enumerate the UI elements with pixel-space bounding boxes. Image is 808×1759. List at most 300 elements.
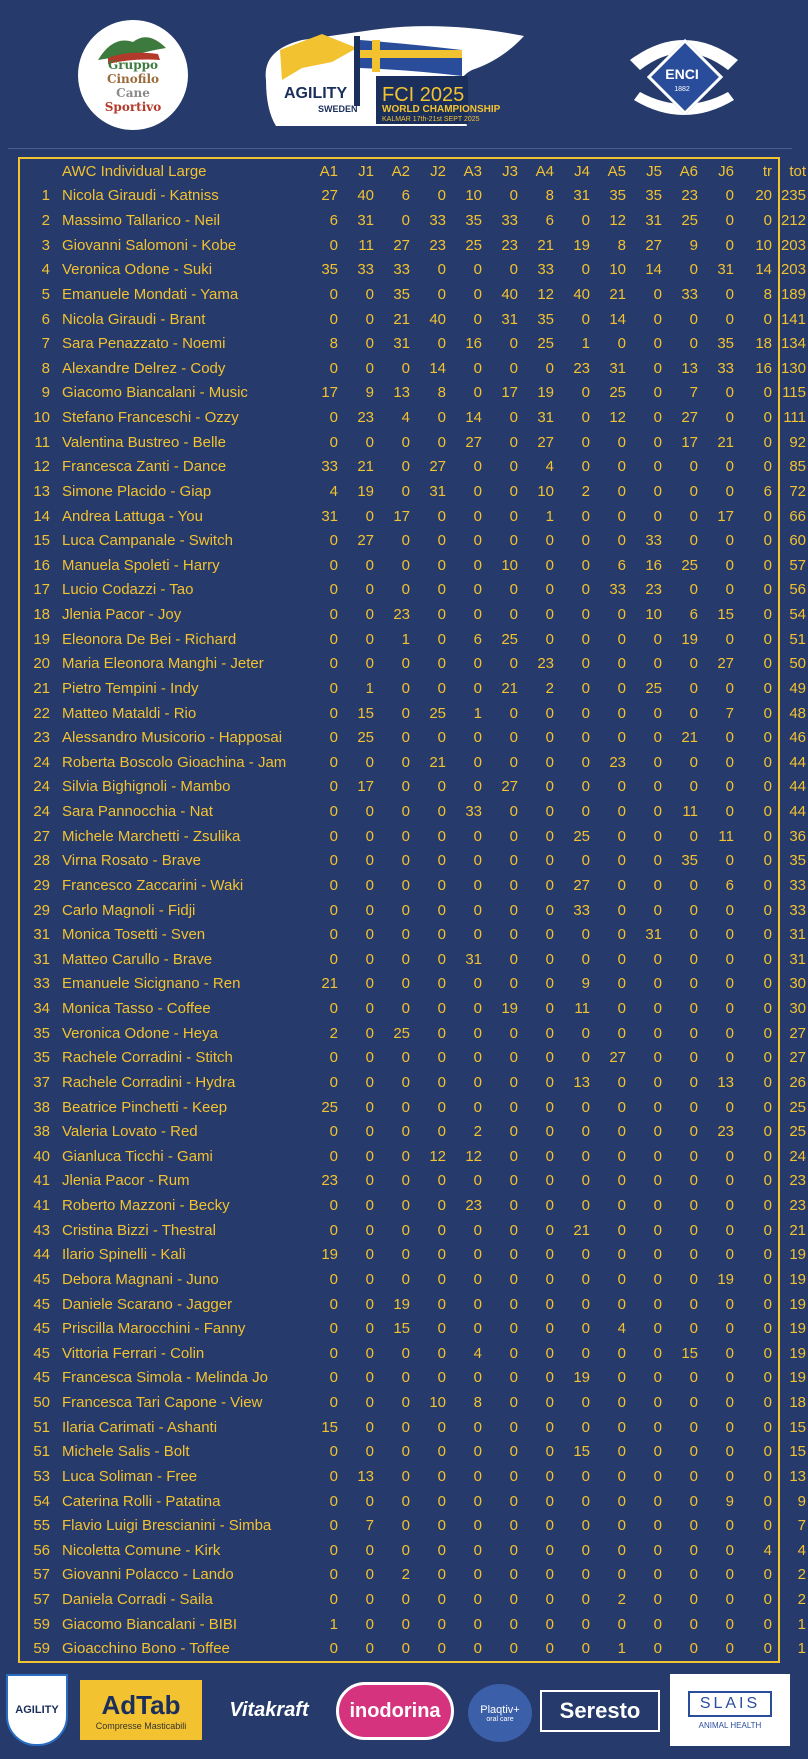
score-cell: 0: [617, 1000, 626, 1018]
score-cell: 0: [473, 1295, 482, 1313]
adtab-logo: [80, 1680, 202, 1740]
score-cell: 0: [545, 1024, 554, 1042]
table-row: [20, 1021, 808, 1046]
score-cell: 0: [545, 753, 554, 771]
score-cell: 0: [473, 1467, 482, 1485]
score-cell: 0: [617, 778, 626, 796]
score-cell: 0: [763, 384, 772, 402]
score-cell: 25: [465, 236, 482, 254]
score-cell: 0: [437, 1369, 446, 1387]
score-cell: 0: [401, 458, 410, 476]
score-cell: 21: [609, 285, 626, 303]
total-cell: 1: [797, 1640, 806, 1658]
score-cell: 0: [653, 1492, 662, 1510]
score-cell: 0: [725, 1295, 734, 1313]
score-cell: 0: [329, 433, 338, 451]
score-cell: 1: [581, 335, 590, 353]
table-row: [20, 430, 808, 455]
table-row: [20, 208, 808, 233]
score-cell: 0: [763, 1344, 772, 1362]
score-cell: 19: [501, 1000, 518, 1018]
score-cell: 0: [473, 1517, 482, 1535]
score-cell: 0: [689, 1467, 698, 1485]
score-cell: 0: [617, 1541, 626, 1559]
score-cell: 0: [653, 753, 662, 771]
total-cell: 15: [789, 1418, 806, 1436]
score-cell: 0: [329, 1270, 338, 1288]
score-cell: 4: [401, 409, 410, 427]
score-cell: 31: [501, 310, 518, 328]
score-cell: 0: [437, 778, 446, 796]
score-cell: 0: [617, 1566, 626, 1584]
score-cell: 0: [473, 285, 482, 303]
score-cell: 27: [537, 433, 554, 451]
table-row: [20, 1366, 808, 1391]
score-cell: 0: [617, 729, 626, 747]
score-cell: 0: [545, 1615, 554, 1633]
score-cell: 0: [437, 1443, 446, 1461]
score-cell: 10: [537, 482, 554, 500]
score-cell: 0: [437, 409, 446, 427]
score-cell: 0: [725, 310, 734, 328]
score-cell: 33: [501, 212, 518, 230]
score-cell: 23: [717, 1123, 734, 1141]
score-cell: 15: [321, 1418, 338, 1436]
handler-dog-cell: Emanuele Mondati - Yama: [62, 285, 239, 303]
handler-dog-cell: Michele Salis - Bolt: [62, 1443, 190, 1461]
score-cell: 0: [473, 458, 482, 476]
score-cell: 0: [437, 1418, 446, 1436]
score-cell: 0: [365, 975, 374, 993]
score-cell: 0: [545, 1591, 554, 1609]
score-cell: 0: [437, 630, 446, 648]
table-row: [20, 233, 808, 258]
handler-dog-cell: Virna Rosato - Brave: [62, 852, 201, 870]
score-cell: 0: [689, 1073, 698, 1091]
score-cell: 0: [545, 359, 554, 377]
handler-dog-cell: Nicola Giraudi - Brant: [62, 310, 206, 328]
score-cell: 0: [617, 507, 626, 525]
table-row: [20, 1489, 808, 1514]
score-cell: 0: [329, 1073, 338, 1091]
handler-dog-cell: Lucio Codazzi - Tao: [62, 581, 194, 599]
rank-cell: 11: [34, 433, 50, 451]
score-cell: 0: [617, 1197, 626, 1215]
total-cell: 30: [789, 1000, 806, 1018]
total-cell: 27: [789, 1049, 806, 1067]
score-cell: 0: [763, 803, 772, 821]
score-cell: 0: [617, 1172, 626, 1190]
gruppo-cinofilo-logo: [78, 20, 188, 130]
score-cell: 0: [509, 1467, 518, 1485]
score-cell: 0: [509, 1344, 518, 1362]
score-cell: 0: [401, 753, 410, 771]
table-row: [20, 504, 808, 529]
col-header: J4: [574, 162, 590, 180]
score-cell: 17: [357, 778, 374, 796]
total-cell: 203: [780, 236, 806, 254]
score-cell: 0: [617, 1024, 626, 1042]
score-cell: 12: [465, 1147, 482, 1165]
score-cell: 0: [653, 1344, 662, 1362]
score-cell: 0: [689, 482, 698, 500]
score-cell: 31: [429, 482, 446, 500]
score-cell: 0: [473, 1024, 482, 1042]
score-cell: 0: [509, 1246, 518, 1264]
score-cell: 0: [545, 1295, 554, 1313]
handler-dog-cell: Matteo Mataldi - Rio: [62, 704, 197, 722]
total-cell: 23: [789, 1172, 806, 1190]
score-cell: 19: [681, 630, 698, 648]
table-row: [20, 1341, 808, 1366]
handler-dog-cell: Maria Eleonora Manghi - Jeter: [62, 655, 264, 673]
rank-cell: 56: [33, 1541, 50, 1559]
score-cell: 0: [689, 1172, 698, 1190]
score-cell: 0: [473, 310, 482, 328]
score-cell: 0: [581, 433, 590, 451]
score-cell: 0: [365, 1172, 374, 1190]
score-cell: 0: [329, 1344, 338, 1362]
score-cell: 0: [653, 458, 662, 476]
score-cell: 0: [763, 1467, 772, 1485]
score-cell: 19: [357, 482, 374, 500]
score-cell: 0: [581, 581, 590, 599]
table-row: [20, 849, 808, 874]
score-cell: 0: [653, 778, 662, 796]
score-cell: 0: [509, 1049, 518, 1067]
score-cell: 0: [509, 1591, 518, 1609]
score-cell: 0: [473, 852, 482, 870]
rank-cell: 35: [33, 1049, 50, 1067]
score-cell: 0: [689, 655, 698, 673]
score-cell: 0: [437, 655, 446, 673]
score-cell: 0: [365, 335, 374, 353]
score-cell: 0: [365, 1000, 374, 1018]
score-cell: 0: [509, 704, 518, 722]
rank-cell: 31: [33, 926, 50, 944]
score-cell: 0: [545, 950, 554, 968]
score-cell: 0: [617, 606, 626, 624]
score-cell: 0: [401, 827, 410, 845]
score-cell: 0: [365, 1270, 374, 1288]
score-cell: 0: [617, 1295, 626, 1313]
score-cell: 25: [537, 335, 554, 353]
score-cell: 0: [763, 1517, 772, 1535]
score-cell: 14: [645, 261, 662, 279]
score-cell: 9: [581, 975, 590, 993]
score-cell: 0: [725, 950, 734, 968]
score-cell: 0: [545, 1073, 554, 1091]
score-cell: 13: [573, 1073, 590, 1091]
score-cell: 0: [725, 1221, 734, 1239]
score-cell: 27: [681, 409, 698, 427]
score-cell: 0: [437, 1517, 446, 1535]
score-cell: 0: [365, 1640, 374, 1658]
score-cell: 0: [329, 803, 338, 821]
score-cell: 0: [763, 1024, 772, 1042]
score-cell: 0: [689, 1098, 698, 1116]
score-cell: 0: [365, 1591, 374, 1609]
total-cell: 25: [789, 1098, 806, 1116]
score-cell: 0: [401, 1541, 410, 1559]
logo-line-2: Cinofilo: [106, 72, 160, 86]
score-cell: 0: [725, 1517, 734, 1535]
score-cell: 0: [401, 926, 410, 944]
score-cell: 0: [401, 1640, 410, 1658]
score-cell: 35: [393, 285, 410, 303]
score-cell: 0: [437, 1320, 446, 1338]
table-row: [20, 1415, 808, 1440]
rank-cell: 59: [33, 1640, 50, 1658]
score-cell: 0: [401, 1270, 410, 1288]
score-cell: 0: [365, 1566, 374, 1584]
score-cell: 16: [755, 359, 772, 377]
score-cell: 0: [401, 1344, 410, 1362]
score-cell: 21: [501, 679, 518, 697]
rank-cell: 14: [33, 507, 50, 525]
score-cell: 0: [437, 1123, 446, 1141]
score-cell: 0: [763, 778, 772, 796]
score-cell: 0: [689, 1000, 698, 1018]
score-cell: 0: [725, 1246, 734, 1264]
col-header: A1: [319, 162, 338, 180]
table-row: [20, 553, 808, 578]
score-cell: 0: [401, 359, 410, 377]
rank-cell: 33: [33, 975, 50, 993]
score-cell: 0: [689, 704, 698, 722]
score-cell: 0: [365, 1098, 374, 1116]
score-cell: 0: [725, 778, 734, 796]
total-cell: 19: [789, 1246, 806, 1264]
score-cell: 0: [617, 335, 626, 353]
score-cell: 0: [365, 556, 374, 574]
score-cell: 0: [473, 1492, 482, 1510]
rank-cell: 18: [33, 606, 50, 624]
score-cell: 33: [609, 581, 626, 599]
score-cell: 0: [725, 581, 734, 599]
score-cell: 0: [581, 1566, 590, 1584]
table-row: [20, 381, 808, 406]
score-cell: 0: [581, 655, 590, 673]
score-cell: 0: [509, 1369, 518, 1387]
score-cell: 0: [689, 1295, 698, 1313]
score-cell: 33: [537, 261, 554, 279]
score-cell: 0: [329, 1147, 338, 1165]
table-header-row: [20, 159, 808, 184]
score-cell: 0: [725, 901, 734, 919]
score-cell: 17: [717, 507, 734, 525]
score-cell: 0: [401, 1394, 410, 1412]
rank-cell: 31: [33, 950, 50, 968]
score-cell: 14: [465, 409, 482, 427]
col-header: A6: [679, 162, 698, 180]
score-cell: 27: [465, 433, 482, 451]
rank-cell: 51: [33, 1418, 50, 1436]
score-cell: 0: [581, 1024, 590, 1042]
score-cell: 0: [725, 1394, 734, 1412]
rank-cell: 13: [33, 482, 50, 500]
event-dates-text: KALMAR 17th-21st SEPT 2025: [382, 116, 480, 123]
score-cell: 0: [763, 1492, 772, 1510]
score-cell: 6: [763, 482, 772, 500]
score-cell: 0: [473, 1049, 482, 1067]
score-cell: 0: [545, 1344, 554, 1362]
score-cell: 0: [725, 1024, 734, 1042]
score-cell: 0: [509, 1295, 518, 1313]
score-cell: 0: [581, 458, 590, 476]
total-cell: 23: [789, 1197, 806, 1215]
score-cell: 10: [645, 606, 662, 624]
handler-dog-cell: Monica Tosetti - Sven: [62, 926, 206, 944]
table-row: [20, 455, 808, 480]
score-cell: 19: [321, 1246, 338, 1264]
rank-cell: 27: [33, 827, 50, 845]
handler-dog-cell: Andrea Lattuga - You: [62, 507, 203, 525]
rank-cell: 45: [33, 1344, 50, 1362]
score-cell: 0: [581, 1517, 590, 1535]
score-cell: 0: [365, 1615, 374, 1633]
table-row: [20, 1563, 808, 1588]
score-cell: 0: [437, 852, 446, 870]
score-cell: 0: [473, 1369, 482, 1387]
score-cell: 0: [329, 753, 338, 771]
total-cell: 48: [789, 704, 806, 722]
score-cell: 0: [329, 1591, 338, 1609]
score-cell: 0: [725, 1467, 734, 1485]
score-cell: 0: [437, 975, 446, 993]
score-cell: 0: [509, 975, 518, 993]
slais-subtext: ANIMAL HEALTH: [698, 1720, 762, 1730]
handler-dog-cell: Michele Marchetti - Zsulika: [62, 827, 241, 845]
score-cell: 0: [437, 729, 446, 747]
score-cell: 0: [581, 310, 590, 328]
total-cell: 27: [789, 1024, 806, 1042]
score-cell: 0: [473, 1221, 482, 1239]
score-cell: 0: [725, 753, 734, 771]
score-cell: 4: [617, 1320, 626, 1338]
slais-text: SLAIS: [688, 1691, 772, 1717]
handler-dog-cell: Rachele Corradini - Stitch: [62, 1049, 233, 1067]
score-cell: 0: [725, 1443, 734, 1461]
rank-header: [20, 159, 50, 184]
score-cell: 0: [689, 876, 698, 894]
score-cell: 0: [617, 532, 626, 550]
score-cell: 0: [365, 753, 374, 771]
score-cell: 12: [609, 212, 626, 230]
handler-dog-cell: Veronica Odone - Heya: [62, 1024, 218, 1042]
score-cell: 0: [329, 1492, 338, 1510]
logo-line-1: Gruppo: [107, 58, 159, 72]
score-cell: 0: [401, 655, 410, 673]
score-cell: 0: [437, 827, 446, 845]
total-cell: 31: [789, 926, 806, 944]
score-cell: 0: [437, 433, 446, 451]
rank-cell: 12: [33, 458, 50, 476]
score-cell: 0: [365, 630, 374, 648]
table-row: [20, 652, 808, 677]
score-cell: 0: [763, 458, 772, 476]
score-cell: 0: [617, 950, 626, 968]
score-cell: 0: [617, 852, 626, 870]
score-cell: 0: [437, 1541, 446, 1559]
score-cell: 7: [689, 384, 698, 402]
handler-dog-cell: Stefano Franceschi - Ozzy: [62, 409, 239, 427]
score-cell: 0: [617, 1394, 626, 1412]
score-cell: 0: [689, 335, 698, 353]
score-cell: 0: [763, 1073, 772, 1091]
score-cell: 8: [473, 1394, 482, 1412]
score-cell: 4: [763, 1541, 772, 1559]
score-cell: 0: [329, 1049, 338, 1067]
score-cell: 17: [681, 433, 698, 451]
score-cell: 0: [653, 1566, 662, 1584]
handler-dog-cell: Ilaria Carimati - Ashanti: [62, 1418, 218, 1436]
score-cell: 0: [473, 482, 482, 500]
table-row: [20, 701, 808, 726]
score-cell: 0: [653, 384, 662, 402]
score-cell: 0: [473, 1541, 482, 1559]
score-cell: 0: [763, 1172, 772, 1190]
score-cell: 0: [617, 1073, 626, 1091]
handler-dog-cell: Ilario Spinelli - Kalì: [62, 1246, 187, 1264]
score-cell: 31: [609, 359, 626, 377]
score-cell: 0: [581, 1172, 590, 1190]
total-cell: 30: [789, 975, 806, 993]
score-cell: 25: [681, 212, 698, 230]
score-cell: 0: [763, 433, 772, 451]
score-cell: 0: [437, 1467, 446, 1485]
score-cell: 0: [473, 359, 482, 377]
score-cell: 0: [763, 827, 772, 845]
score-cell: 0: [763, 1098, 772, 1116]
rank-cell: 22: [33, 704, 50, 722]
score-cell: 0: [653, 1073, 662, 1091]
col-header: A5: [607, 162, 626, 180]
score-cell: 9: [725, 1492, 734, 1510]
score-cell: 0: [329, 310, 338, 328]
total-cell: 18: [789, 1394, 806, 1412]
total-cell: 19: [789, 1369, 806, 1387]
score-cell: 0: [581, 1492, 590, 1510]
score-cell: 0: [689, 532, 698, 550]
score-cell: 23: [573, 359, 590, 377]
score-cell: 0: [617, 679, 626, 697]
score-cell: 0: [689, 926, 698, 944]
score-cell: 0: [329, 852, 338, 870]
score-cell: 0: [365, 1541, 374, 1559]
handler-dog-cell: Eleonora De Bei - Richard: [62, 630, 237, 648]
score-cell: 0: [509, 261, 518, 279]
score-cell: 0: [763, 310, 772, 328]
score-cell: 0: [581, 704, 590, 722]
score-cell: 33: [573, 901, 590, 919]
score-cell: 0: [473, 975, 482, 993]
score-cell: 0: [653, 1517, 662, 1535]
score-cell: 10: [501, 556, 518, 574]
enci-year: 1882: [674, 86, 690, 93]
score-cell: 33: [357, 261, 374, 279]
score-cell: 0: [653, 950, 662, 968]
score-cell: 8: [545, 187, 554, 205]
score-cell: 0: [545, 1123, 554, 1141]
score-cell: 10: [755, 236, 772, 254]
score-cell: 0: [437, 261, 446, 279]
score-cell: 0: [581, 1295, 590, 1313]
score-cell: 0: [473, 1098, 482, 1116]
score-cell: 0: [329, 901, 338, 919]
rank-cell: 45: [33, 1295, 50, 1313]
score-cell: 11: [682, 803, 698, 821]
